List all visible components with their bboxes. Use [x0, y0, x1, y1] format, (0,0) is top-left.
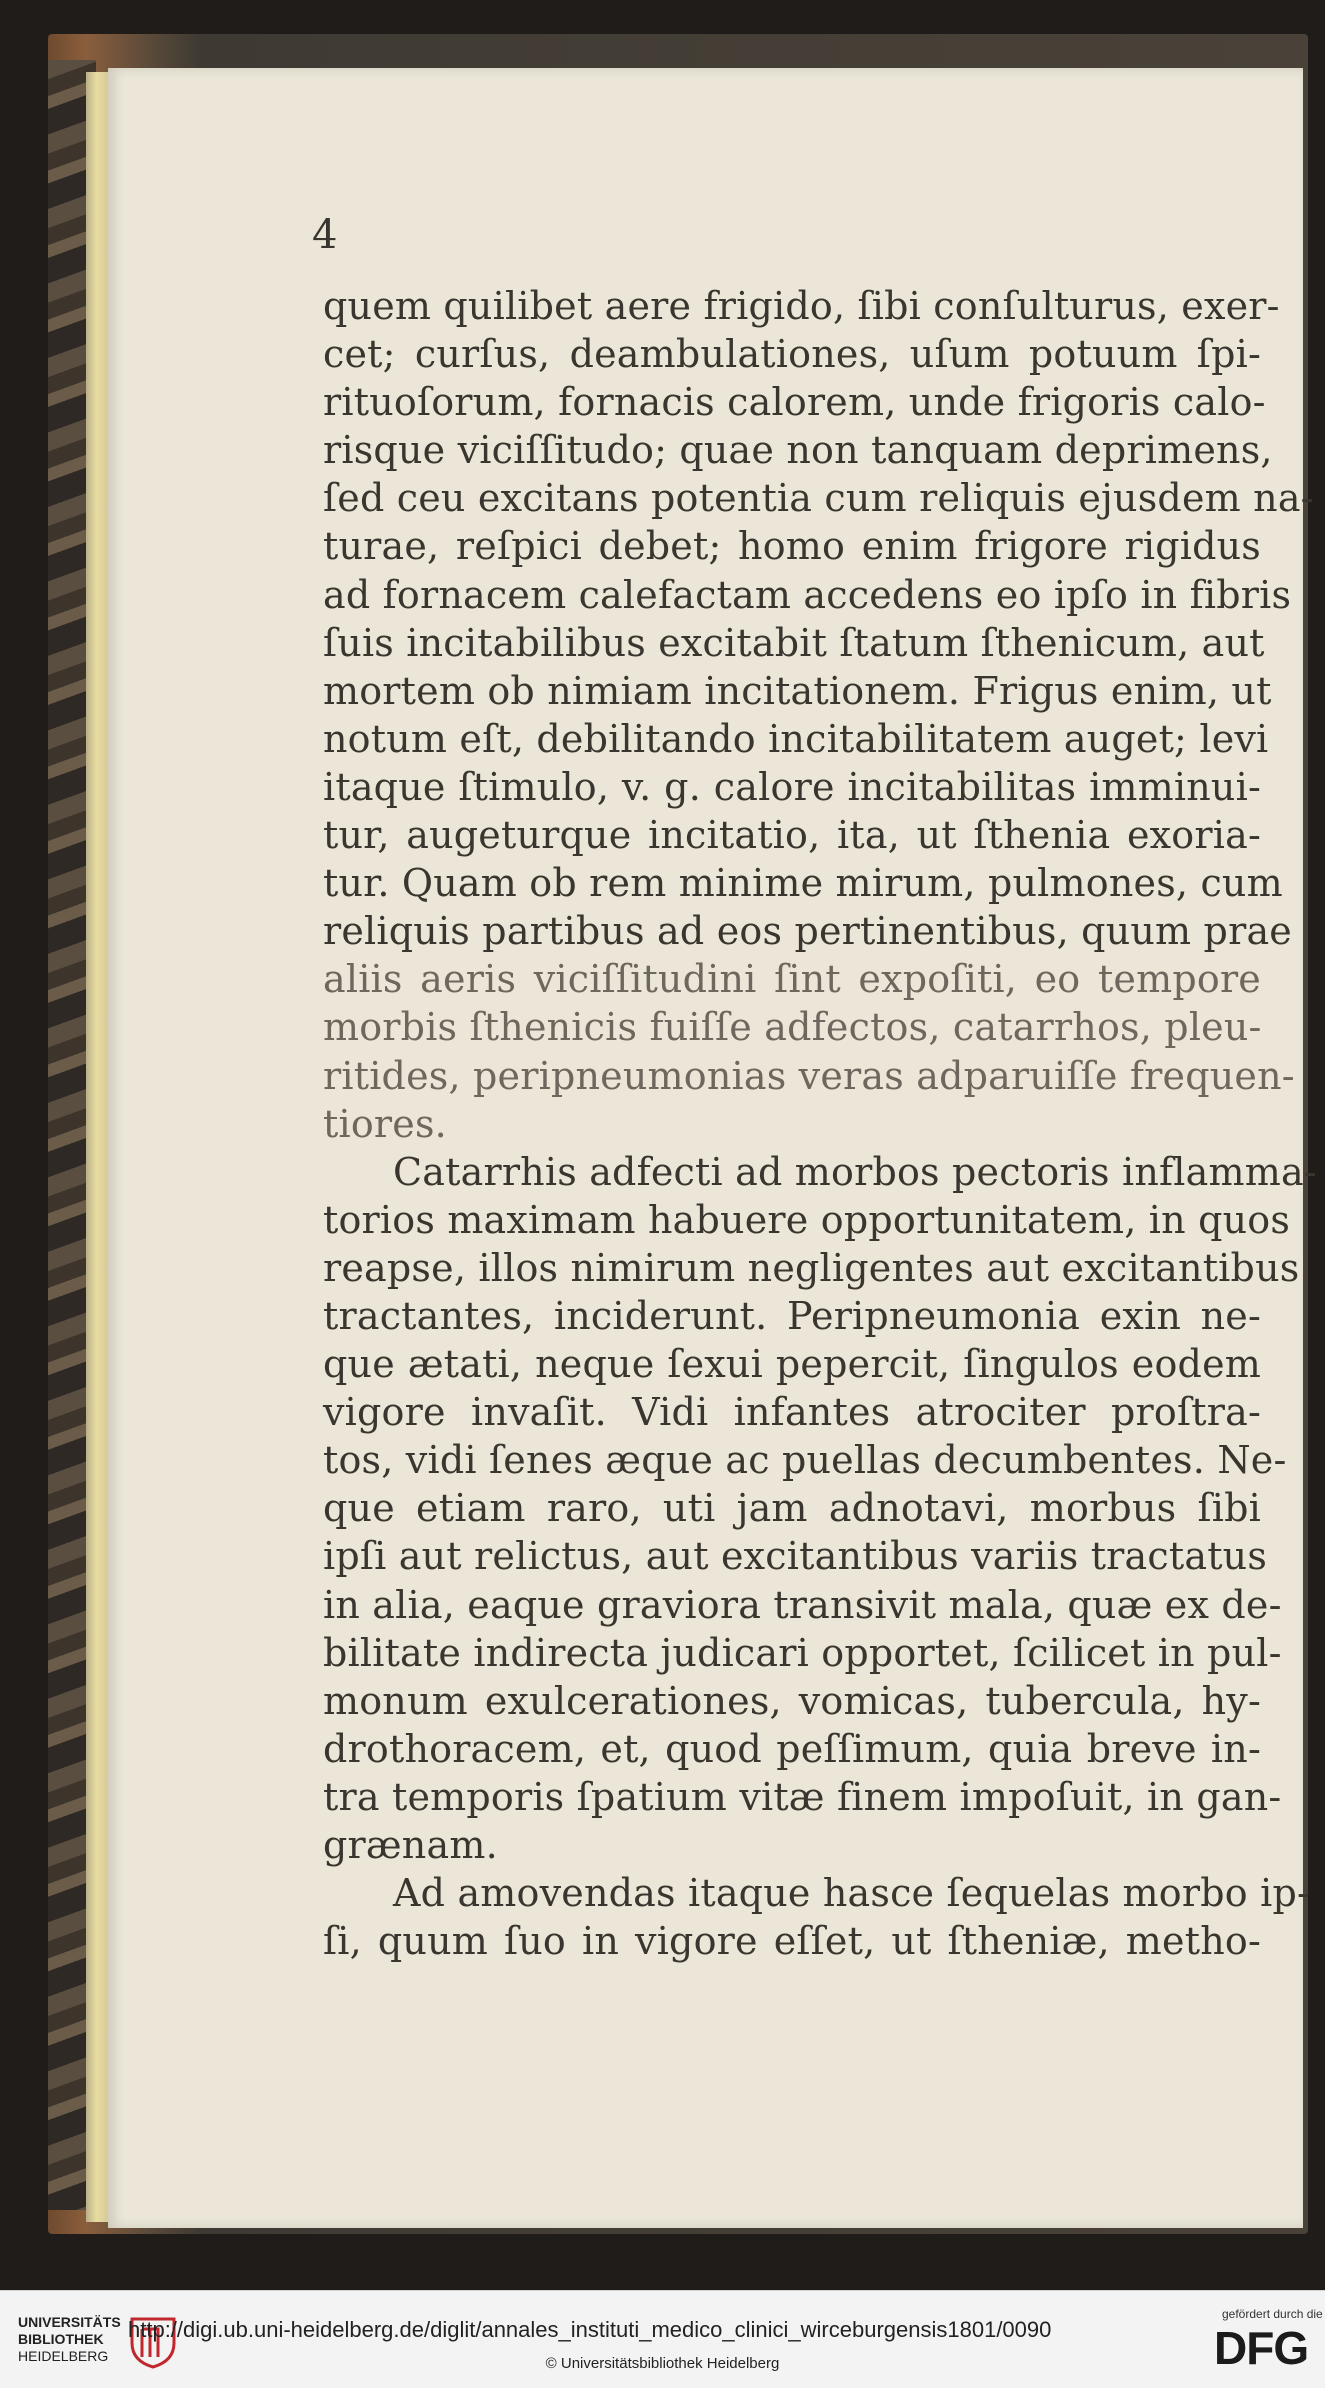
text-line: tos, vidi ſenes æque ac puellas decumbentes. Ne- — [323, 1438, 1287, 1483]
text-line: vigore invaſit. Vidi infantes atrociter proſtra- — [323, 1390, 1261, 1435]
text-line: Ad amovendas itaque hasce ſequelas morbo ip- — [393, 1871, 1311, 1916]
dfg-logo[interactable]: DFG — [1214, 2322, 1309, 2374]
text-line: reliquis partibus ad eos pertinentibus, quum prae — [323, 909, 1292, 954]
text-line: ſed ceu excitans potentia cum reliquis ejusdem na- — [323, 476, 1314, 521]
text-line: in alia, eaque graviora transivit mala, quæ ex de- — [323, 1582, 1282, 1627]
text-line: tra temporis ſpatium vitæ finem impoſuit, in gan- — [323, 1774, 1282, 1819]
text-line: aliis aeris viciſſitudini ſint expoſiti, eo tempore — [323, 957, 1261, 1002]
text-line: grænam. — [323, 1823, 498, 1867]
text-line: Catarrhis adfecti ad morbos pectoris inflamma- — [393, 1149, 1317, 1194]
text-line: tiores. — [323, 1101, 447, 1146]
text-line: ſuis incitabilibus excitabit ſtatum ſthenicum, aut — [323, 620, 1265, 665]
logo-line-3: HEIDELBERG — [18, 2348, 109, 2364]
text-line: tractantes, inciderunt. Peripneumonia exin ne- — [323, 1293, 1261, 1338]
permalink-url[interactable]: http://digi.ub.uni-heidelberg.de/diglit/annales_instituti_medico_clinici_wirceburgensis1801/0090 — [128, 2317, 1052, 2342]
text-line: ſi, quum ſuo in vigore eſſet, ut ſtheniæ, metho- — [323, 1919, 1261, 1964]
text-line: morbis ſthenicis fuiſſe adfectos, catarrhos, pleu- — [323, 1005, 1262, 1050]
page-number: 4 — [312, 212, 338, 258]
text-line: que etiam raro, uti jam adnotavi, morbus ſibi — [323, 1486, 1261, 1531]
text-line: tur. Quam ob rem minime mirum, pulmones, cum — [323, 861, 1283, 906]
text-line: notum eſt, debilitando incitabilitatem auget; levi — [323, 716, 1269, 761]
text-line: ritides, peripneumonias veras adparuiſſe frequen- — [323, 1053, 1295, 1098]
funding-note: gefördert durch die — [1222, 2307, 1323, 2321]
text-line: torios maximam habuere opportunitatem, in quos — [323, 1197, 1291, 1242]
text-line: tur, augeturque incitatio, ita, ut ſthenia exoria- — [323, 813, 1261, 858]
logo-line-1: UNIVERSITÄTS — [18, 2314, 121, 2330]
text-line: rituoſorum, fornacis calorem, unde frigoris calo- — [323, 380, 1266, 425]
footer-bar — [0, 2290, 1325, 2388]
text-line: quem quilibet aere frigido, ſibi conſulturus, exer- — [323, 284, 1280, 328]
text-line: reapse, illos nimirum negligentes aut excitantibus — [323, 1245, 1300, 1290]
text-line: ipſi aut relictus, aut excitantibus variis tractatus — [323, 1534, 1268, 1579]
logo-line-2: BIBLIOTHEK — [18, 2331, 104, 2347]
text-line: ad fornacem calefactam accedens eo ipſo in fibris — [323, 572, 1292, 617]
text-line: monum exulcerationes, vomicas, tubercula, hy- — [323, 1678, 1261, 1723]
text-line: que ætati, neque ſexui pepercit, ſingulos eodem — [323, 1342, 1261, 1387]
text-line: cet; curſus, deambulationes, uſum potuum ſpi- — [323, 332, 1261, 377]
copyright-text: © Universitätsbibliothek Heidelberg — [545, 2355, 780, 2372]
body-text — [323, 282, 1317, 1965]
text-line: itaque ſtimulo, v. g. calore incitabilitas imminui- — [323, 764, 1261, 809]
text-line: risque viciſſitudo; quae non tanquam deprimens, — [323, 428, 1273, 473]
text-line: drothoracem, et, quod peſſimum, quia breve in- — [323, 1726, 1261, 1771]
text-line: mortem ob nimiam incitationem. Frigus enim, ut — [323, 668, 1272, 713]
text-line: bilitate indirecta judicari opportet, ſcilicet in pul- — [323, 1630, 1282, 1675]
text-line: turae, reſpici debet; homo enim frigore rigidus — [323, 524, 1261, 569]
